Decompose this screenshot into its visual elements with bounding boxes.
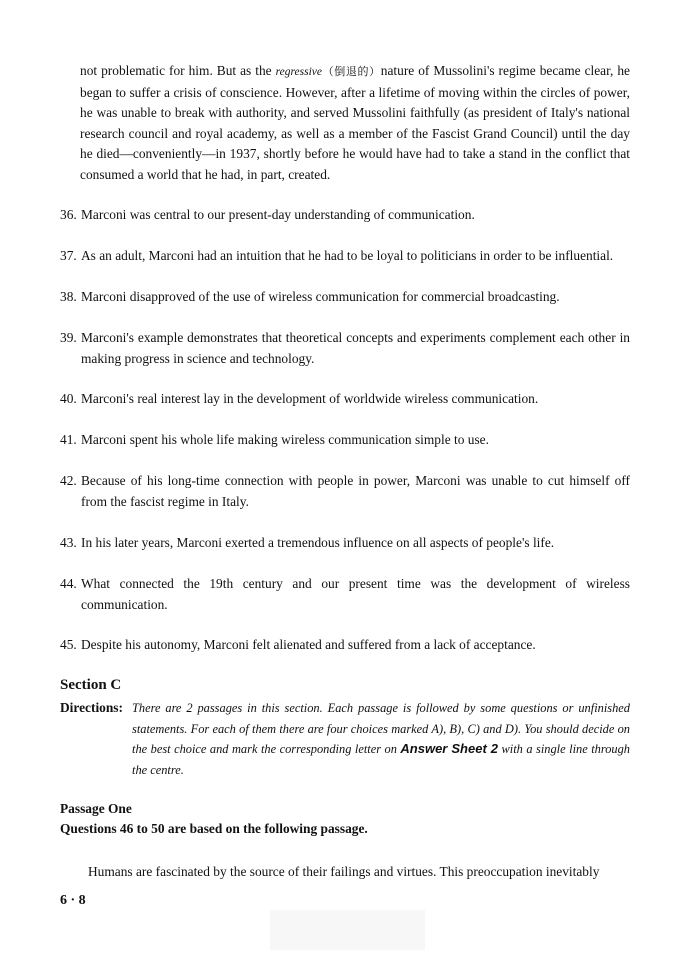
- statement-39: 39. Marconi's example demonstrates that theoretical concepts and experiments complement each other in making progress in science and technology.: [60, 330, 630, 366]
- statement-38: 38. Marconi disapproved of the use of wireless communication for commercial broadcasting.: [60, 289, 560, 304]
- statement-42: 42. Because of his long-time connection with people in power, Marconi was unable to cut himself off from the fascist regime in Italy.: [60, 473, 630, 509]
- statement-36: 36. Marconi was central to our present-day understanding of communication.: [60, 207, 475, 222]
- section-heading: Section C: [60, 677, 122, 693]
- page-number: 6 · 8: [60, 893, 86, 908]
- passage-title: Passage One: [60, 801, 132, 816]
- statement-43: 43. In his later years, Marconi exerted a tremendous influence on all aspects of people's life.: [60, 535, 555, 550]
- passage-subtitle: Questions 46 to 50 are based on the following passage.: [60, 821, 368, 836]
- answer-sheet-ref: Answer Sheet 2: [400, 741, 499, 756]
- statement-44: 44. What connected the 19th century and our present time was the development of wireless communication.: [60, 576, 630, 612]
- directions-label: Directions:: [60, 700, 123, 715]
- directions-text: There are 2 passages in this section. Each passage is followed by some questions or unfinished statements. For each of them there are four choices marked A), B), C) and D). You should decide on the best choice and mark the corresponding letter on Answer Sheet 2 with a single line through the centre.: [132, 701, 630, 777]
- gloss-word: regressive: [275, 66, 322, 78]
- statement-37: 37. As an adult, Marconi had an intuition that he had to be loyal to politicians in order to be influential.: [60, 248, 614, 263]
- intro-paragraph: not problematic for him. But as the regressive（倒退的）nature of Mussolini's regime became clear, he began to suffer a crisis of conscience. However, after a lifetime of moving within the circles of power, he was unable to break with authority, and served Mussolini faithfully (as president of Italy's national research council and royal academy, as well as a member of the Fascist Grand Council) until the day he died—conveniently—in 1937, shortly before he would have had to take a stand in the conflict that consumed a world that he had, in part, created.: [80, 63, 631, 182]
- statement-45: 45. Despite his autonomy, Marconi felt alienated and suffered from a lack of acceptance.: [60, 637, 536, 652]
- scan-shade: [270, 910, 425, 950]
- directions: [60, 698, 630, 780]
- passage-first-line: Humans are fascinated by the source of their failings and virtues. This preoccupation inevitably: [88, 864, 600, 879]
- gloss-chinese: （倒退的）: [322, 65, 381, 78]
- statement-40: 40. Marconi's real interest lay in the development of worldwide wireless communication.: [60, 391, 539, 406]
- statement-41: 41. Marconi spent his whole life making wireless communication simple to use.: [60, 432, 489, 447]
